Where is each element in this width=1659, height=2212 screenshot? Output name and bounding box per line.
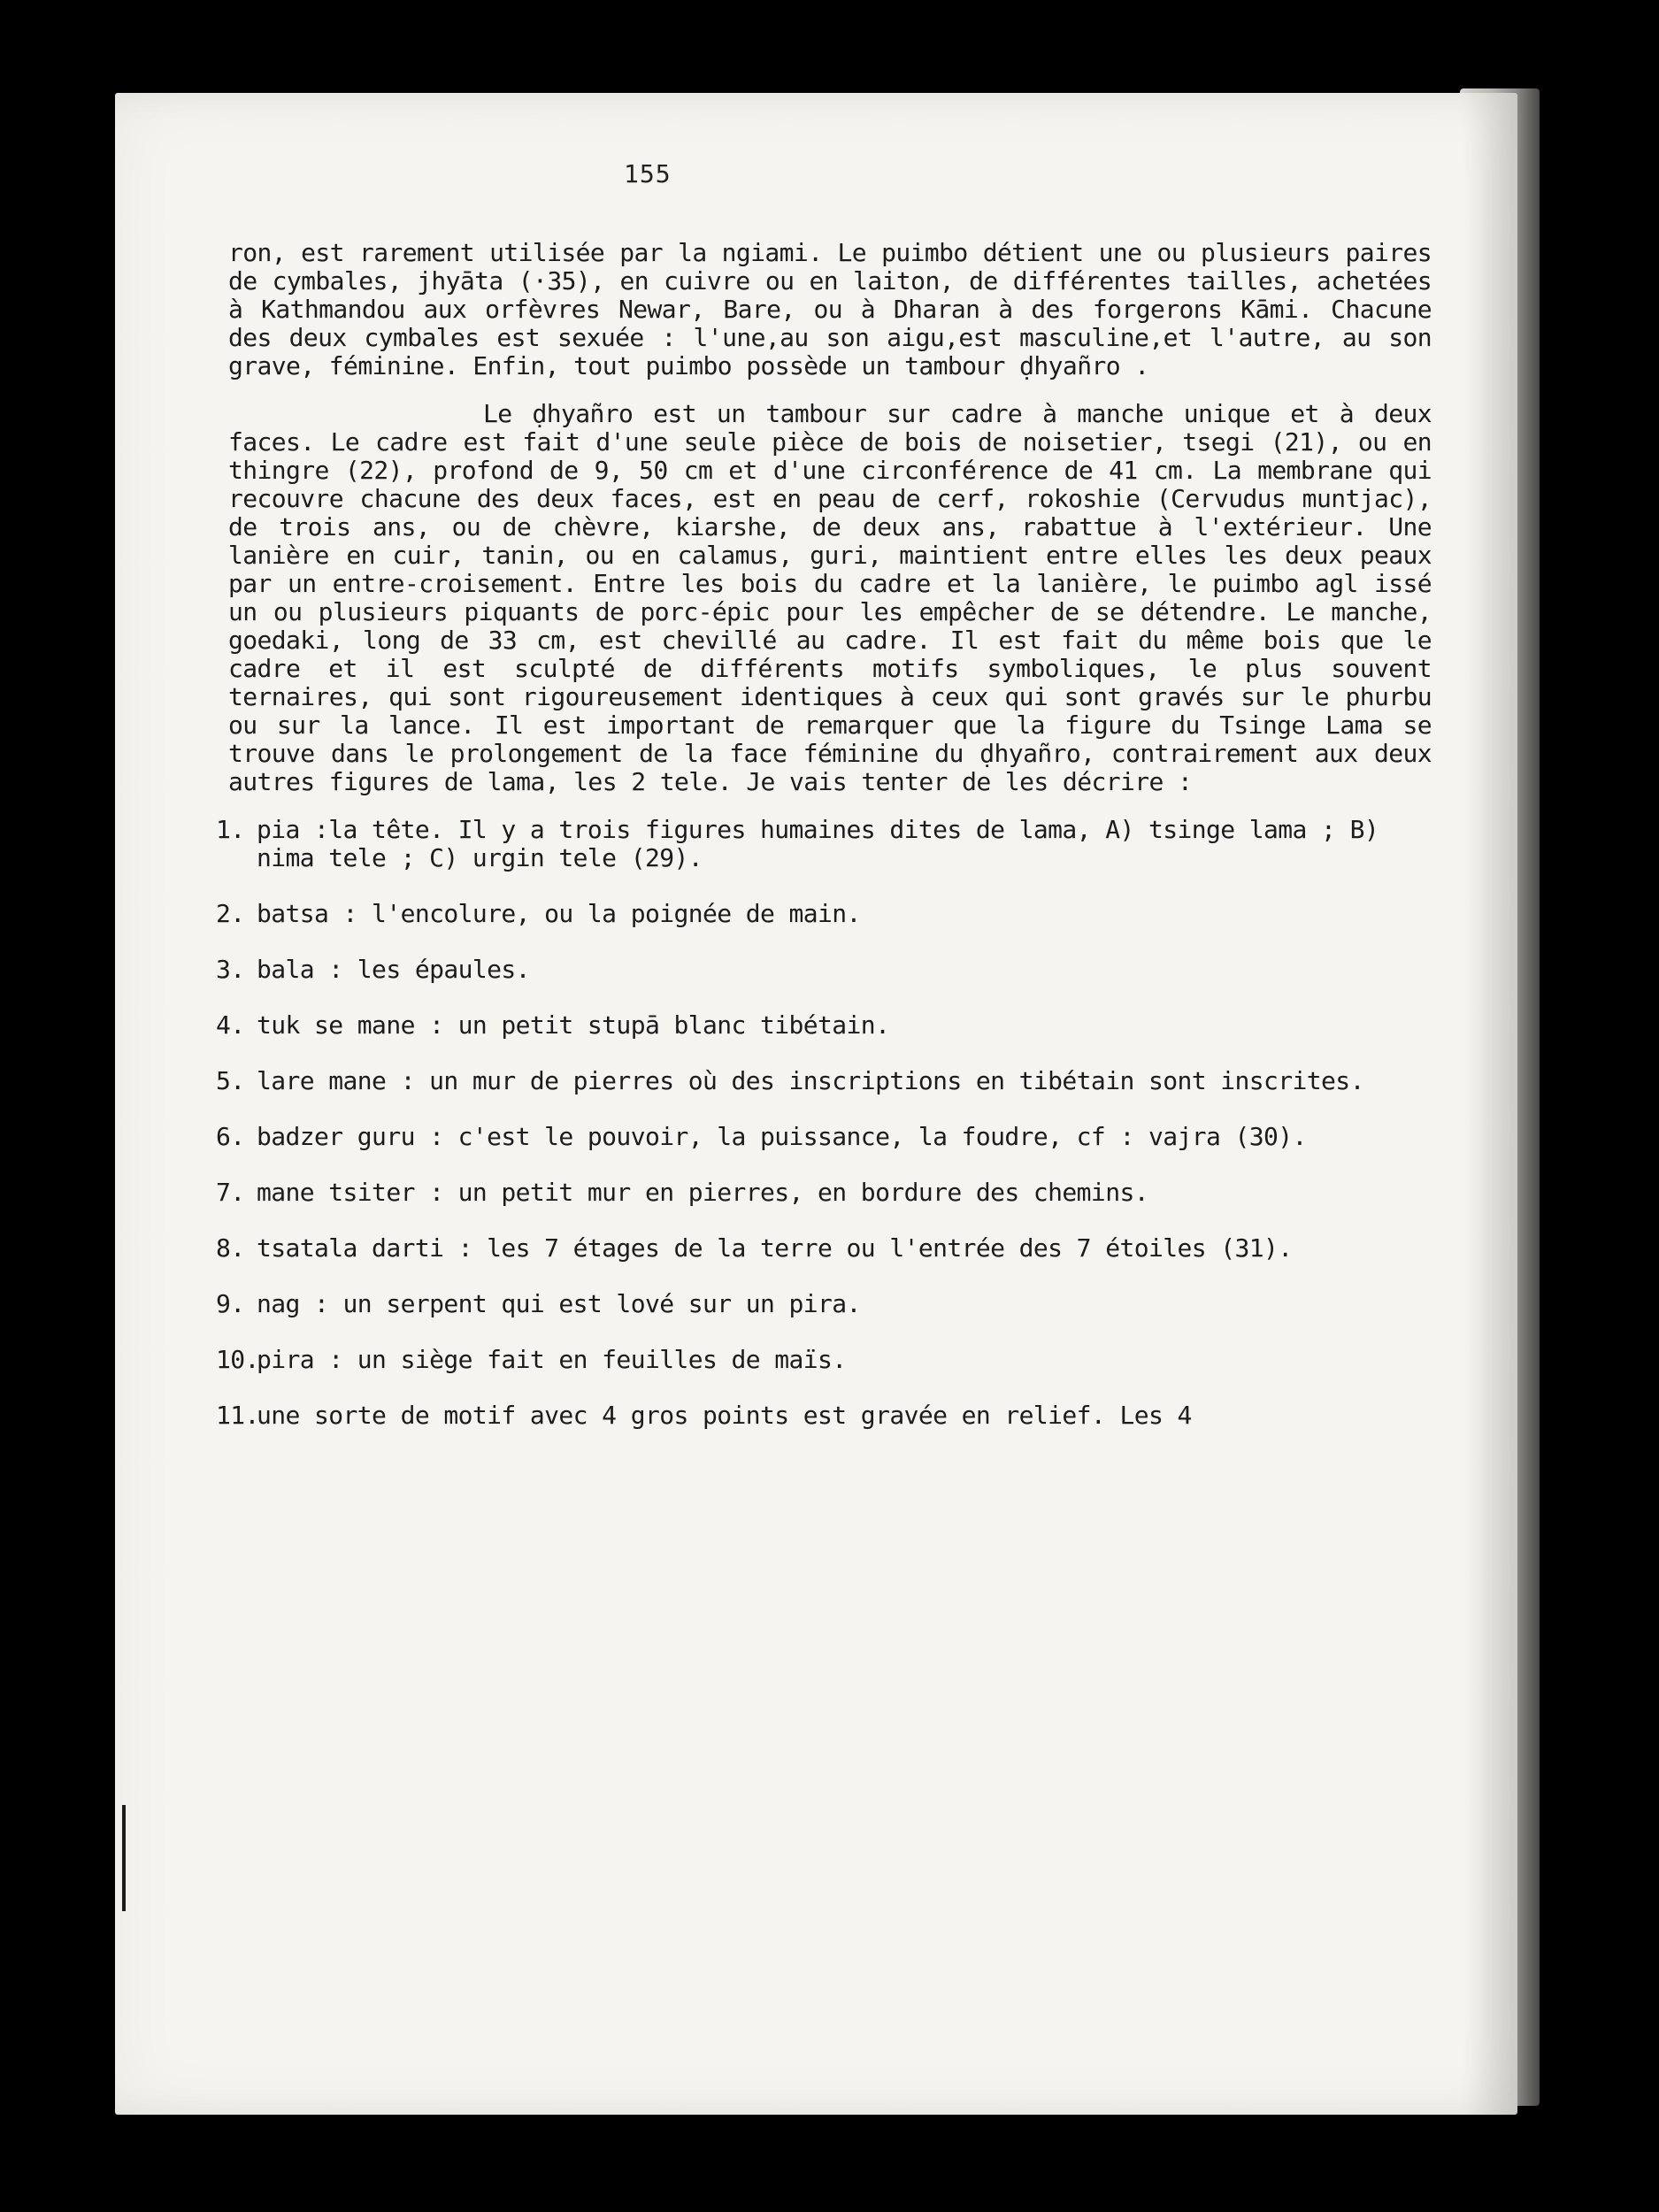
list-item <box>216 1345 1432 1374</box>
list-item-text: tuk se mane : un petit stupā blanc tibétain. <box>257 1010 890 1040</box>
list-item <box>216 1178 1432 1207</box>
list-item-number: 6. <box>216 1122 245 1151</box>
list-item <box>216 1289 1432 1318</box>
list-item-text: pia :la tête. Il y a trois figures humaines dites de lama, A) tsinge lama ; B) nima tele ; C) urgin tele (29). <box>257 815 1379 872</box>
list-item-text: pira : un siège fait en feuilles de maïs. <box>257 1345 847 1374</box>
motif-list <box>216 815 1432 1430</box>
list-item-number: 3. <box>216 955 245 984</box>
paragraph-cymbals: ron, est rarement utilisée par la ngiami. Le puimbo détient une ou plusieurs paires de cymbales, jhyāta (·35), en cuivre ou en laiton, de différentes tailles, achetées à Kathmandou aux orfèvres Newar, Bare, ou à Dharan à des forgerons Kāmi. Chacune des deux cymbales est sexuée : l'une,au son aigu,est masculine,et l'autre, au son grave, féminine. Enfin, tout puimbo possède un tambour ḍhyañro . <box>228 238 1432 380</box>
list-item <box>216 1122 1432 1151</box>
list-item <box>216 1233 1432 1263</box>
list-item-text: nag : un serpent qui est lové sur un pira. <box>257 1289 861 1318</box>
list-item <box>216 1066 1432 1095</box>
list-item-number: 8. <box>216 1233 245 1263</box>
list-item-number: 11. <box>216 1401 259 1430</box>
list-item-number: 4. <box>216 1010 245 1040</box>
list-item-number: 5. <box>216 1066 245 1095</box>
list-item-text: badzer guru : c'est le pouvoir, la puissance, la foudre, cf : vajra (30). <box>257 1122 1307 1151</box>
list-item-text: une sorte de motif avec 4 gros points est gravée en relief. Les 4 <box>257 1401 1192 1430</box>
list-item-text: tsatala darti : les 7 étages de la terre ou l'entrée des 7 étoiles (31). <box>257 1233 1293 1263</box>
paragraph-drum: Le ḍhyañro est un tambour sur cadre à manche unique et à deux faces. Le cadre est fait d'une seule pièce de bois de noisetier, tsegi (21), ou en thingre (22), profond de 9, 50 cm et d'une circonférence de 41 cm. La membrane qui recouvre chacune des deux faces, est en peau de cerf, rokoshie (Cervudus muntjac), de trois ans, ou de chèvre, kiarshe, de deux ans, rabattue à l'extérieur. Une lanière en cuir, tanin, ou en calamus, guri, maintient entre elles les deux peaux par un entre-croisement. Entre les bois du cadre et la lanière, le puimbo agl issé un ou plusieurs piquants de porc-épic pour les empêcher de se détendre. Le manche, goedaki, long de 33 cm, est chevillé au cadre. Il est fait du même bois que le cadre et il est sculpté de différents motifs symboliques, le plus souvent ternaires, qui sont rigoureusement identiques à ceux qui sont gravés sur le phurbu ou sur la lance. Il est important de remarquer que la figure du Tsinge Lama se trouve dans le prolongement de la face féminine du ḍhyañro, contrairement aux deux autres figures de lama, les 2 tele. Je vais tenter de les décrire : <box>228 399 1432 796</box>
page-number: 155 <box>624 159 672 188</box>
list-item-number: 1. <box>216 815 245 844</box>
list-item-number: 9. <box>216 1289 245 1318</box>
list-item <box>216 815 1432 872</box>
list-item-text: bala : les épaules. <box>257 955 530 984</box>
list-item <box>216 1401 1432 1430</box>
margin-mark <box>122 1805 126 1911</box>
list-item-number: 2. <box>216 899 245 928</box>
list-item <box>216 899 1432 928</box>
list-item-text: lare mane : un mur de pierres où des inscriptions en tibétain sont inscrites. <box>257 1066 1364 1095</box>
page-body <box>216 238 1432 1457</box>
list-item-text: mane tsiter : un petit mur en pierres, en bordure des chemins. <box>257 1178 1148 1207</box>
list-item <box>216 955 1432 984</box>
list-item <box>216 1010 1432 1040</box>
list-item-number: 7. <box>216 1178 245 1207</box>
list-item-text: batsa : l'encolure, ou la poignée de main. <box>257 899 861 928</box>
list-item-number: 10. <box>216 1345 259 1374</box>
